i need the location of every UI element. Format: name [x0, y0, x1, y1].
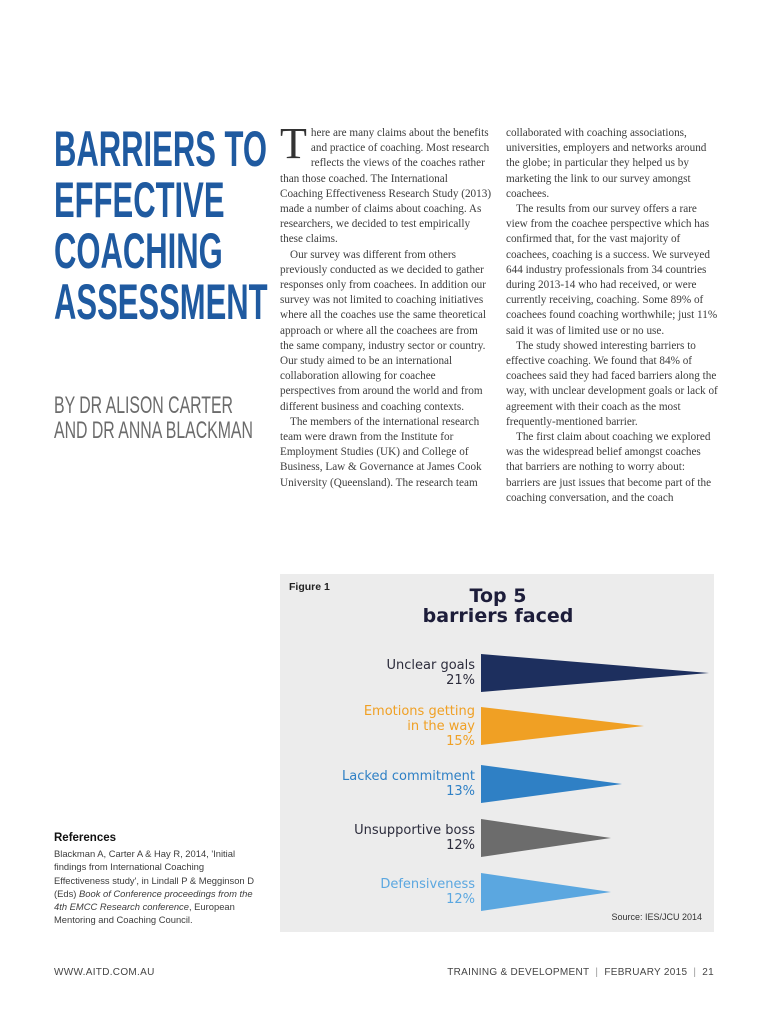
bar-lacked-commitment	[481, 765, 622, 803]
paragraph: The results from our survey offers a rare view from the coachee perspective which has confirmed that, for the vast majority of coachees, coaching is a success. We surveyed 644 industry professionals from 34 countries during 2013-14 who had received, or were currently receiving, coaching. Some 89% of coachees found coaching worthwhile; just 11% said it was of limited use or no use.	[506, 203, 718, 337]
bar-wedge	[481, 819, 611, 857]
figure-source: Source: IES/JCU 2014	[611, 912, 702, 922]
paragraph: The study showed interesting barriers to effective coaching. We found that 84% of coachees said they had faced barriers along the way, with unclear development goals or lack of agreement with their coach as the most frequently-mentioned barrier.	[506, 339, 718, 428]
bar-category-label: Unclear goals	[386, 658, 475, 673]
title-line: ASSESSMENT	[54, 274, 268, 330]
footer-magazine: TRAINING & DEVELOPMENT	[447, 967, 590, 978]
reference-book-title: Book of Conference proceedings from the 4th EMCC Research conference	[54, 887, 253, 913]
paragraph	[280, 119, 492, 248]
bar-value-label: 12%	[446, 892, 475, 907]
bar-label	[364, 704, 475, 749]
title-line: EFFECTIVE	[54, 172, 225, 228]
byline-line: AND DR ANNA BLACKMAN	[54, 417, 253, 444]
figure-title-line: barriers faced	[422, 605, 574, 627]
paragraph: The first claim about coaching we explored was the widespread belief amongst coaches that barriers are nothing to worry about: barriers are just issues that become part of the coaching conversation, and the coach	[506, 431, 712, 504]
title-line: COACHING	[54, 223, 223, 279]
bar-label	[386, 658, 475, 688]
bar-unclear-goals	[481, 654, 709, 692]
byline-line: BY DR ALISON CARTER	[54, 392, 233, 419]
body-column-1	[280, 119, 492, 491]
byline	[54, 393, 253, 443]
figure-top-5-barriers	[280, 574, 714, 932]
bar-value-label: 12%	[446, 838, 475, 853]
paragraph: collaborated with coaching associations, universities, employers and networks around the globe; in particular they helped us by marketing the link to our survey amongst coachees.	[506, 127, 707, 200]
drop-cap: T	[280, 119, 307, 168]
figure-title	[380, 586, 616, 626]
reference-text: Blackman A, Carter A & Hay R, 2014, 'Initial findings from International Coaching Effectiveness study', in Lindall P & Megginson D (Eds)	[54, 848, 254, 899]
references-heading: References	[54, 832, 117, 844]
bar-category-label: in the way	[407, 718, 475, 734]
footer-separator: |	[693, 967, 697, 978]
figure-title-line: Top 5	[469, 585, 527, 607]
footer-issue: FEBRUARY 2015	[604, 967, 688, 978]
bar-unsupportive-boss	[481, 819, 611, 857]
bar-emotions-getting-in-the-way	[481, 707, 644, 745]
bar-value-label: 21%	[446, 673, 475, 688]
reference-text-end: , European Mentoring and Coaching Council.	[54, 901, 235, 926]
bar-wedge	[481, 654, 709, 692]
bar-defensiveness	[481, 873, 611, 911]
figure-label: Figure 1	[289, 581, 330, 593]
bar-category-label: Emotions getting	[363, 703, 475, 719]
references	[54, 832, 259, 926]
bar-label	[342, 769, 475, 799]
article-title	[54, 121, 268, 330]
body-column-2	[506, 126, 718, 506]
bar-wedge	[481, 873, 611, 911]
bar-value-label: 13%	[446, 784, 475, 799]
title-line: BARRIERS TO	[54, 121, 268, 177]
bar-category-label: Defensiveness	[380, 877, 475, 892]
paragraph: The members of the international research team were drawn from the Institute for Employment Studies (UK) and College of Business, Law & Governance at James Cook University (Queensland). The research team	[280, 415, 482, 489]
bar-label	[380, 877, 475, 907]
bar-category-label: Lacked commitment	[342, 769, 475, 784]
bar-label	[354, 823, 475, 853]
paragraph: Our survey was different from others previously conducted as we decided to gather responses only from coachees. In addition our survey was not limited to coaching initiatives where all the coaches use the same theoretical approach or where all the coachees are from the same company, industry sector or country. Our study aimed to be an international collaboration allowing for coachee perspectives from around the world and from different business and coaching contexts.	[280, 248, 486, 413]
page-number: 21	[702, 967, 714, 978]
bar-value-label: 15%	[446, 733, 475, 749]
bar-category-label: Unsupportive boss	[354, 823, 475, 838]
paragraph-text: here are many claims about the benefits and practice of coaching. Most research reflects the views of the coaches rather than those coached. The International Coaching Effectiveness Research Study (2013) made a number of claims about coaching. As researchers, we decided to test empirically these claims.	[280, 127, 492, 246]
bar-wedge	[481, 765, 622, 803]
footer-separator: |	[595, 967, 599, 978]
footer-website: WWW.AITD.COM.AU	[54, 967, 155, 978]
bar-wedge	[481, 707, 644, 745]
footer-publication	[447, 967, 714, 978]
